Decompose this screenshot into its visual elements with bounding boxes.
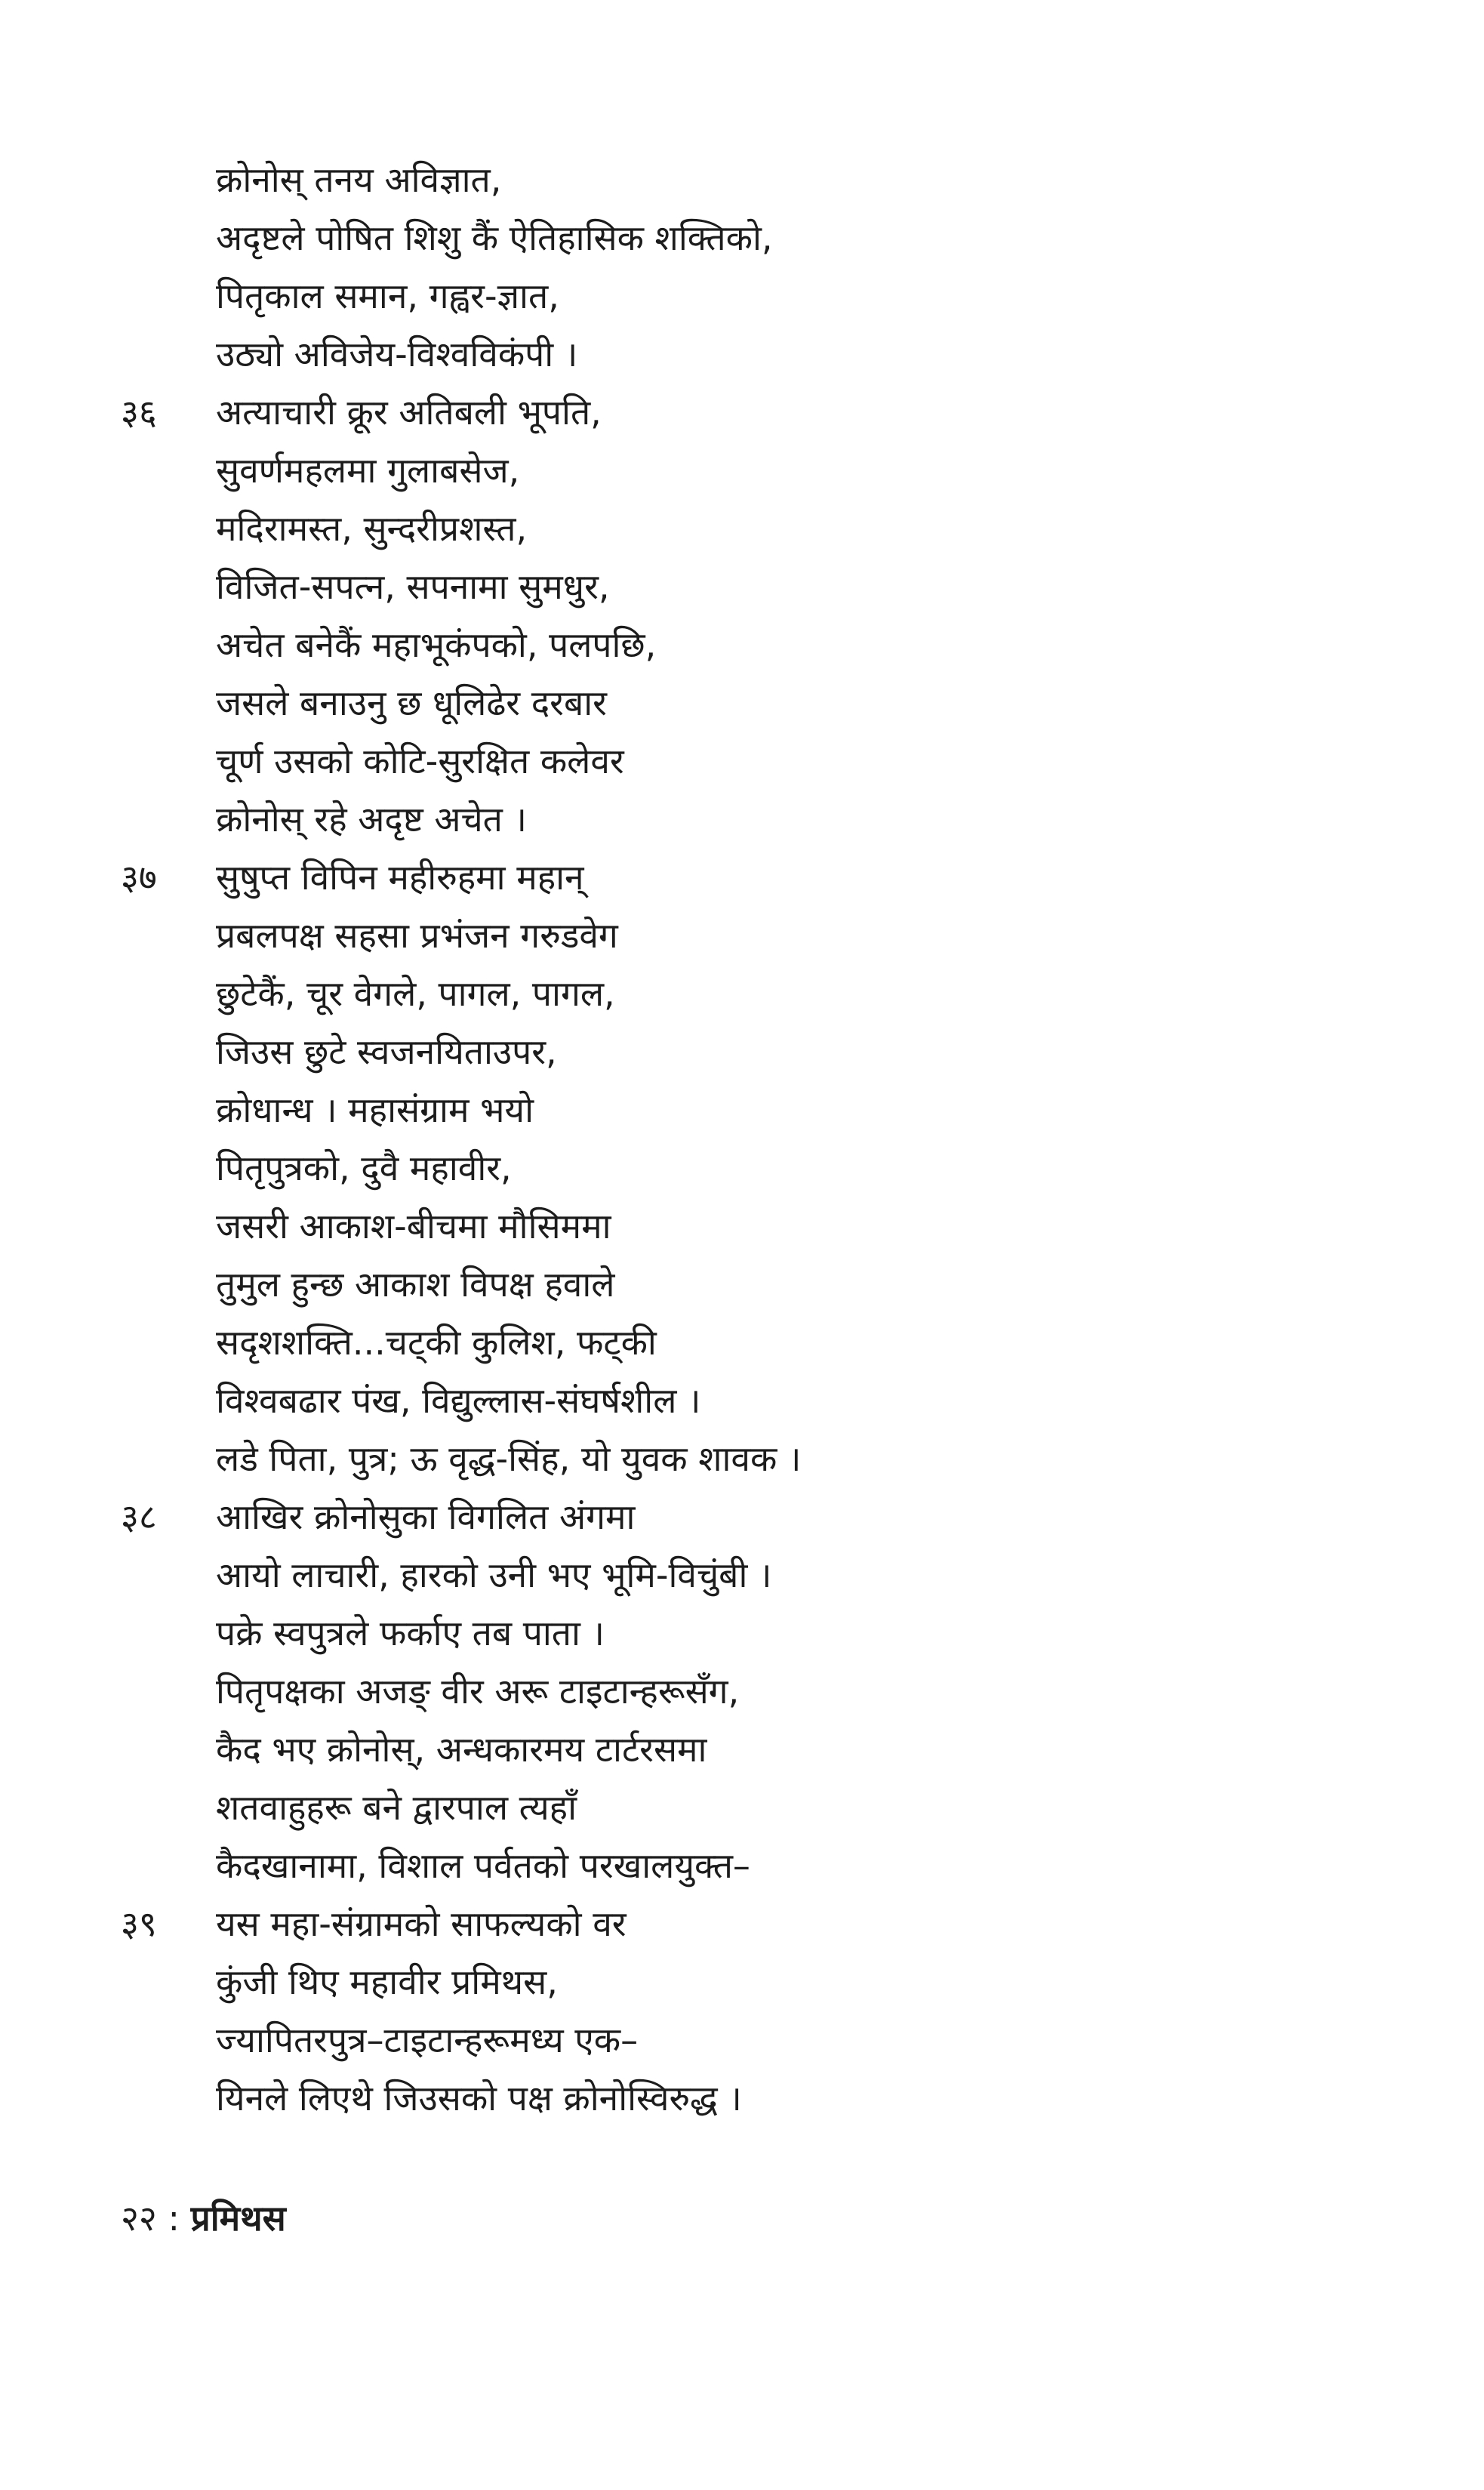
poem-line — [121, 1837, 1359, 1895]
poem-line-text: पितृपक्षका अजङ् वीर अरू टाइटान्हरूसँग, — [216, 1671, 740, 1712]
poem-line — [121, 907, 1359, 965]
poem-line-text: अदृष्टले पोषित शिशु कैं ऐतिहासिक शक्तिको, — [216, 217, 773, 258]
poem-line-text: अचेत बनेकैं महाभूकंपको, पलपछि, — [216, 624, 657, 665]
poem-line — [121, 384, 1359, 442]
poem-line-text: पक्रे स्वपुत्रले फर्काए तब पाता । — [216, 1613, 605, 1653]
poem-line — [121, 1663, 1359, 1721]
poem-line — [121, 2069, 1359, 2128]
poem-line — [121, 849, 1359, 907]
poem-line-text: जसले बनाउनु छ धूलिढेर दरबार — [216, 683, 607, 723]
poem-line — [121, 1256, 1359, 1314]
stanza-number: ३८ — [121, 1496, 157, 1537]
poem-line — [121, 267, 1359, 325]
poem-line-text: जिउस छुटे स्वजनयिताउपर, — [216, 1031, 557, 1072]
poem-line — [121, 1081, 1359, 1139]
poem-line — [121, 2011, 1359, 2069]
poem-line — [121, 558, 1359, 616]
stanza-number: ३६ — [121, 392, 157, 433]
poem-line-text: क्रोनोस् तनय अविज्ञात, — [216, 159, 502, 200]
poem-line — [121, 1430, 1359, 1488]
poem-line — [121, 732, 1359, 790]
poem-line — [121, 1372, 1359, 1430]
poem-line-text: कुंजी थिए महावीर प्रमिथस, — [216, 1961, 558, 2002]
poem-line — [121, 1314, 1359, 1372]
poem-line — [121, 1721, 1359, 1779]
poem-line-text: क्रोनोस् रहे अदृष्ट अचेत । — [216, 799, 527, 840]
poem-line-text: कैद भए क्रोनोस्, अन्धकारमय टार्टरसमा — [216, 1729, 707, 1770]
poem-line-text: उठ्यो अविजेय-विश्वविकंपी । — [216, 334, 578, 374]
poem-line-text: सुवर्णमहलमा गुलाबसेज, — [216, 450, 520, 491]
page-footer — [121, 2190, 286, 2248]
poem-line — [121, 1953, 1359, 2011]
poem-line-text: विजित-सपत्न, सपनामा सुमधुर, — [216, 566, 610, 607]
poem-line — [121, 790, 1359, 849]
poem-line — [121, 1546, 1359, 1604]
poem-line — [121, 500, 1359, 558]
poem-line-text: क्रोधान्ध । महासंग्राम भयो — [216, 1089, 534, 1130]
poem-line — [121, 674, 1359, 732]
stanza-number: ३९ — [121, 1903, 157, 1944]
poem-line-text: लडे पिता, पुत्र; ऊ वृद्ध-सिंह, यो युवक शावक । — [216, 1438, 802, 1479]
poem-line — [121, 1139, 1359, 1197]
poem-line-text: पितृपुत्रको, दुवै महावीर, — [216, 1148, 512, 1188]
book-title: प्रमिथस — [190, 2198, 286, 2239]
poem-line-text: यस महा-संग्रामको साफल्यको वर — [216, 1903, 627, 1944]
poem-line — [121, 1895, 1359, 1953]
poem-line-text: चूर्ण उसको कोटि-सुरक्षित कलेवर — [216, 741, 624, 781]
poem-line-text: सदृशशक्ति...चट्की कुलिश, फट्की — [216, 1322, 657, 1363]
stanza-number: ३७ — [121, 857, 157, 898]
poem-line-text: अत्याचारी क्रूर अतिबली भूपति, — [216, 392, 602, 433]
poem-line-text: छुटेकैं, चूर वेगले, पागल, पागल, — [216, 973, 615, 1014]
poem-line-text: आयो लाचारी, हारको उनी भए भूमि-विचुंबी । — [216, 1555, 772, 1595]
poem-line-text: शतवाहुहरू बने द्वारपाल त्यहाँ — [216, 1787, 577, 1828]
poem-line-text: यिनले लिएथे जिउसको पक्ष क्रोनोस्विरुद्ध । — [216, 2078, 742, 2119]
poem-line — [121, 1197, 1359, 1256]
poem-line-text: कैदखानामा, विशाल पर्वतको परखालयुक्त– — [216, 1845, 750, 1886]
poem-line-text: प्रबलपक्ष सहसा प्रभंजन गरुडवेग — [216, 915, 618, 956]
poem-line — [121, 1488, 1359, 1546]
poem-line-text: आखिर क्रोनोसुका विगलित अंगमा — [216, 1496, 636, 1537]
poem-line-text: तुमुल हुन्छ आकाश विपक्ष हवाले — [216, 1264, 615, 1305]
poem-line — [121, 965, 1359, 1023]
poem-line — [121, 442, 1359, 500]
poem-line-text: जसरी आकाश-बीचमा मौसिममा — [216, 1206, 611, 1247]
poem-line — [121, 209, 1359, 267]
poem-line — [121, 1779, 1359, 1837]
poem-line-text: सुषुप्त विपिन महीरुहमा महान् — [216, 857, 584, 898]
poem-body — [121, 151, 1359, 2128]
poem-line-text: ज्यापितरपुत्र–टाइटान्हरूमध्य एक– — [216, 2020, 639, 2060]
page-number: २२ : — [121, 2198, 180, 2239]
poem-line — [121, 325, 1359, 384]
poem-line — [121, 616, 1359, 674]
poem-line — [121, 1023, 1359, 1081]
poem-line — [121, 1604, 1359, 1663]
poem-line-text: पितृकाल समान, गह्वर-ज्ञात, — [216, 276, 559, 316]
poem-line — [121, 151, 1359, 209]
poem-line-text: मदिरामस्त, सुन्दरीप्रशस्त, — [216, 508, 528, 549]
poem-line-text: विश्वबढार पंख, विद्युल्लास-संघर्षशील । — [216, 1380, 701, 1421]
